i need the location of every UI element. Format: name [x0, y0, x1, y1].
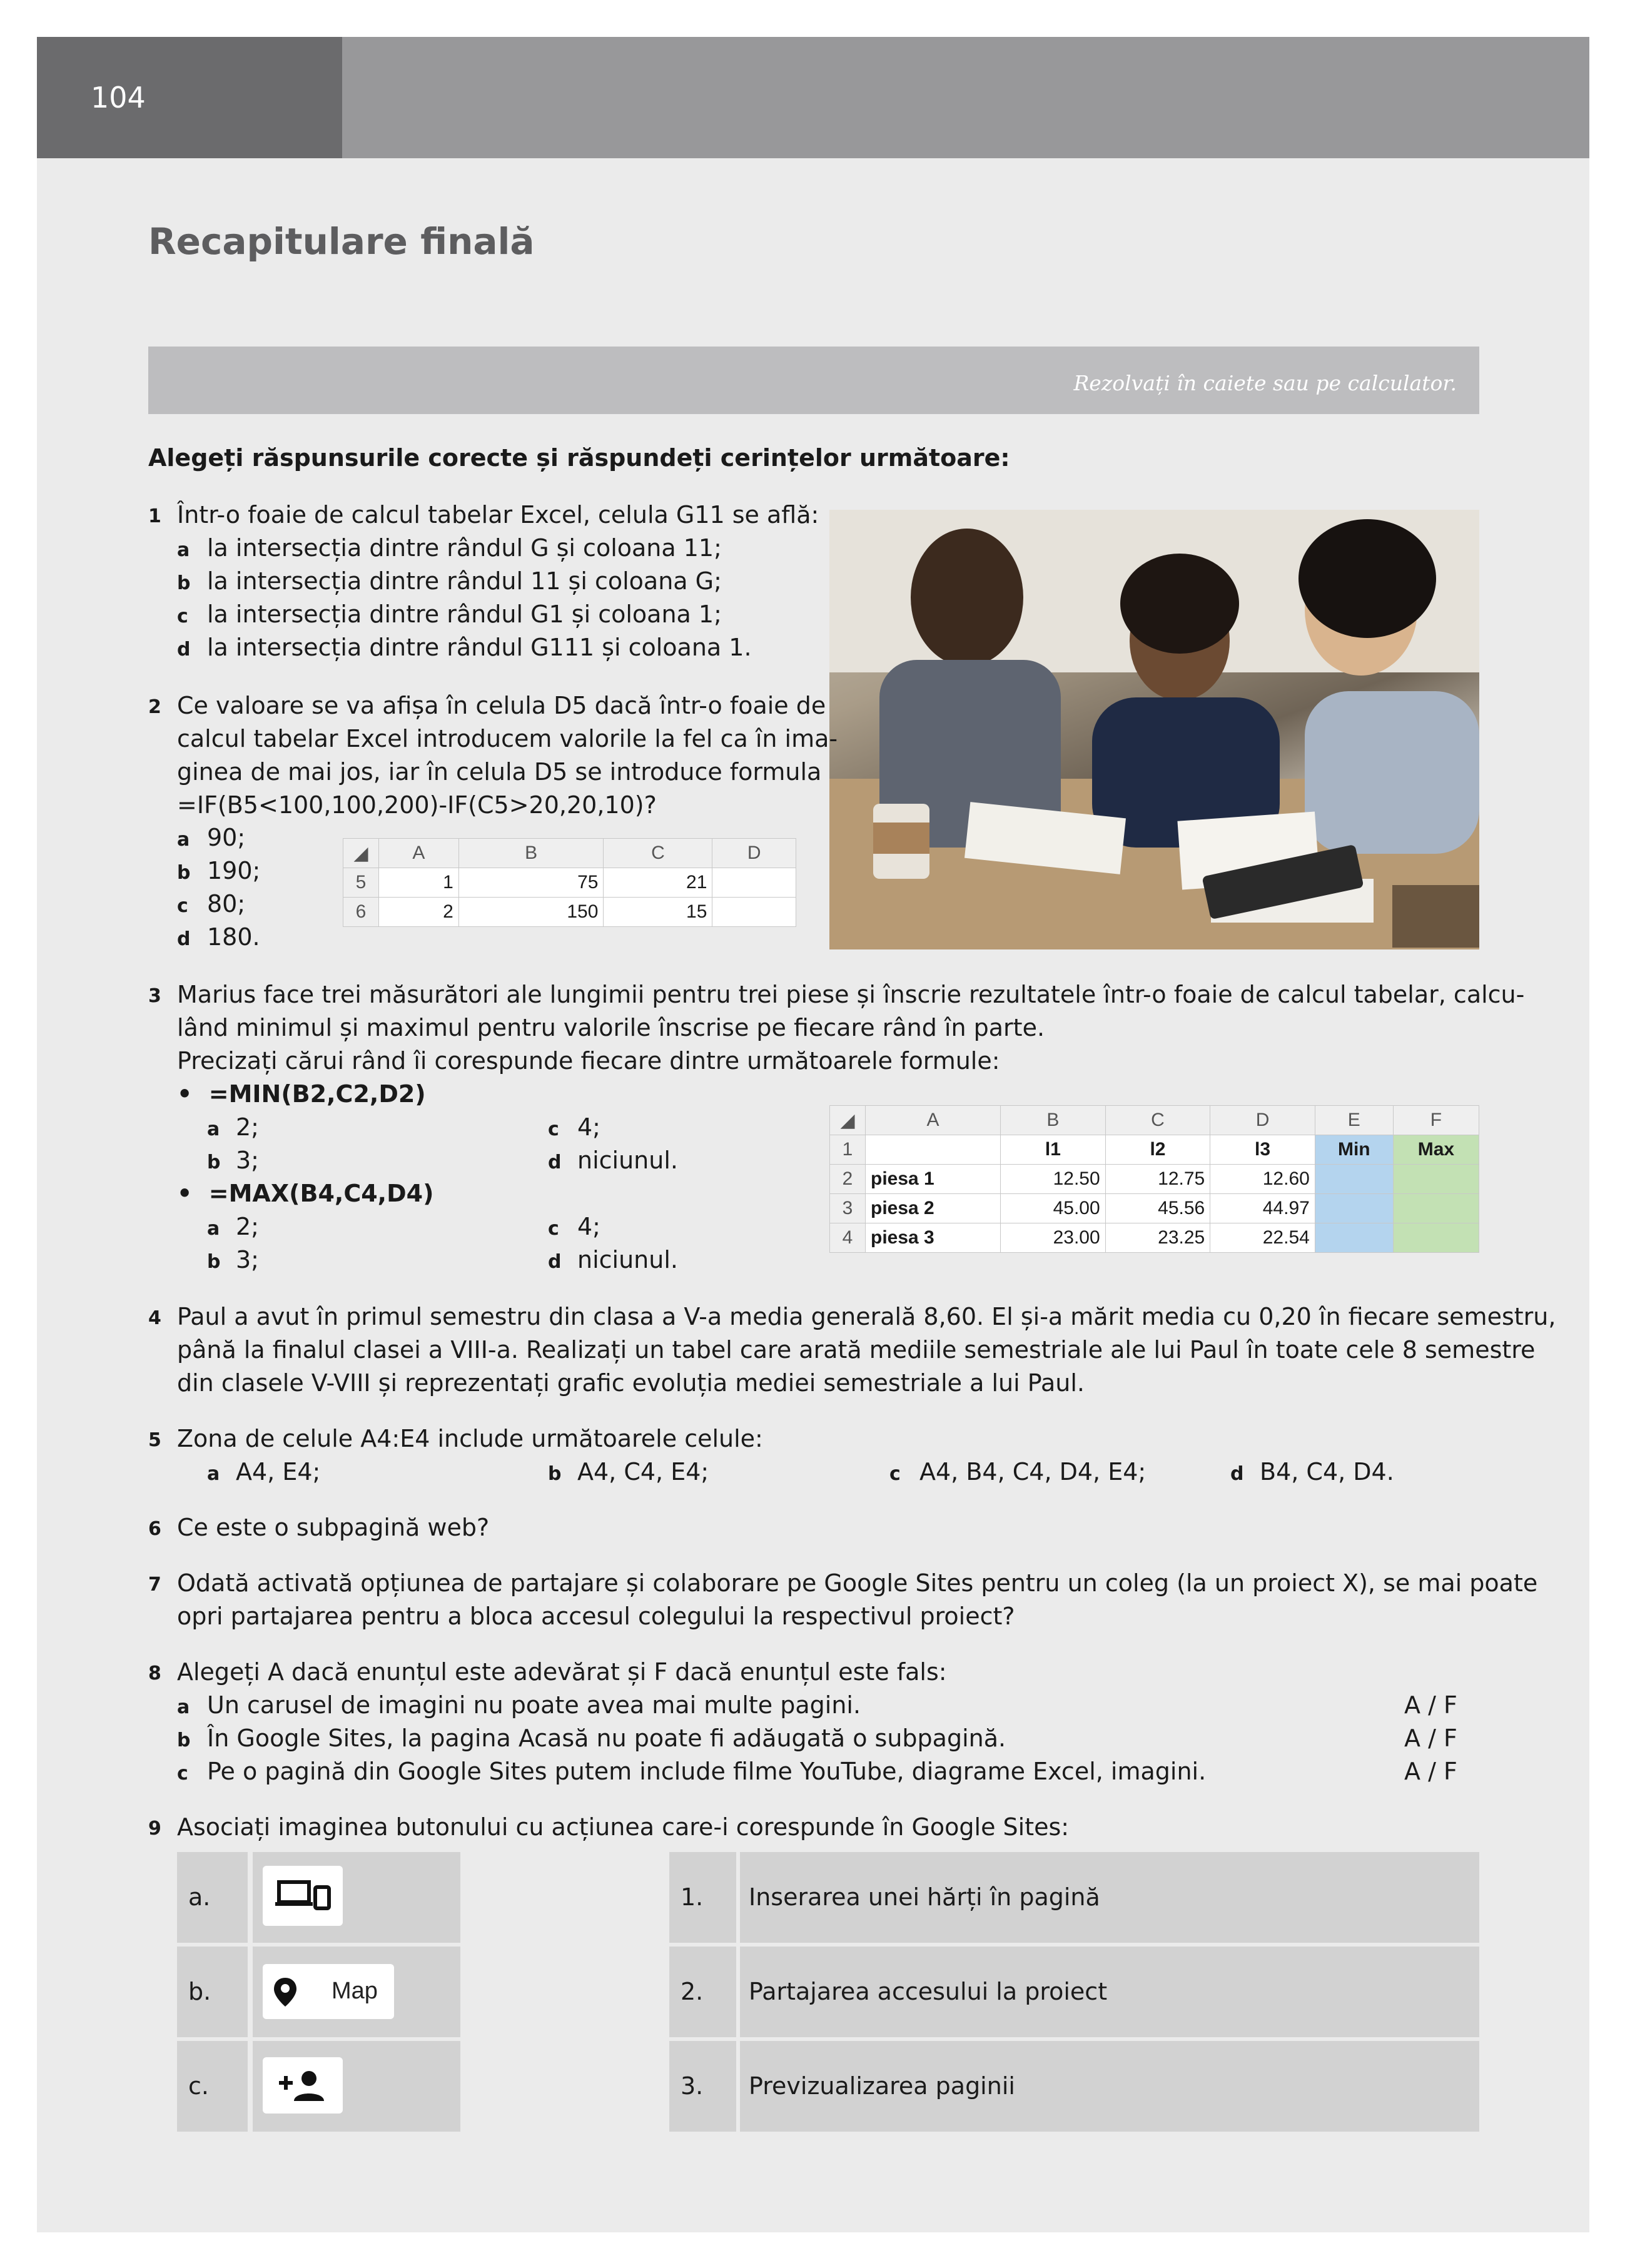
option-text: niciunul.: [577, 1147, 678, 1174]
option-text: la intersecția dintre rândul G111 și coloana 1.: [207, 634, 752, 661]
option-letter: b: [177, 1729, 191, 1751]
instruction-banner: [148, 347, 1479, 414]
column-header: A: [866, 1106, 1001, 1135]
match-label: a.: [188, 1883, 211, 1911]
match-action-cell: [740, 1947, 1479, 2037]
map-button-label: Map: [332, 1978, 378, 2004]
option-letter: d: [548, 1251, 562, 1273]
formula-max-text: =MAX(B4,C4,D4): [208, 1180, 434, 1207]
option-letter: b: [548, 1463, 562, 1485]
question-number: 3: [148, 985, 161, 1007]
min-header-cell: Min: [1315, 1135, 1393, 1165]
match-icon-cell: [253, 2041, 460, 2132]
question-line: opri partajarea pentru a bloca accesul colegului la respectivul proiect?: [177, 1602, 1015, 1630]
question-line: Ce valoare se va afișa în celula D5 dacă într-o foaie de: [177, 692, 826, 719]
option-text: la intersecția dintre rândul 11 și coloana G;: [207, 567, 722, 595]
option-letter: c: [548, 1118, 559, 1140]
cell: 150: [458, 898, 604, 927]
option-letter: a: [177, 539, 190, 561]
option-text: A4, E4;: [236, 1458, 321, 1486]
cell: piesa 2: [866, 1194, 1001, 1223]
option-letter: c: [889, 1463, 901, 1485]
match-icon-cell: [253, 1852, 460, 1943]
intro-text: Alegeți răspunsurile corecte și răspundeți cerințelor următoare:: [148, 444, 1010, 472]
match-icon-cell: [253, 1947, 460, 2037]
column-header: C: [604, 839, 712, 868]
option-text: 90;: [207, 824, 246, 851]
question-number: 1: [148, 505, 161, 527]
match-label-cell: [177, 1852, 248, 1943]
map-pin-icon: [273, 1977, 298, 2008]
max-cell: [1393, 1194, 1479, 1223]
max-header-cell: Max: [1393, 1135, 1479, 1165]
match-label: b.: [188, 1978, 211, 2005]
row-header: 2: [830, 1165, 866, 1194]
true-false-choice[interactable]: A / F: [1404, 1724, 1457, 1752]
formula-min-text: =MIN(B2,C2,D2): [208, 1080, 426, 1108]
preview-button[interactable]: [263, 1866, 343, 1926]
cell: 44.97: [1210, 1194, 1315, 1223]
option-text: A4, B4, C4, D4, E4;: [919, 1458, 1147, 1486]
option-letter: c: [177, 895, 188, 917]
match-action-cell: [740, 1852, 1479, 1943]
cell: 15: [604, 898, 712, 927]
match-number-cell: [669, 1852, 736, 1943]
column-header: D: [1210, 1106, 1315, 1135]
match-action: Inserarea unei hărți în pagină: [749, 1883, 1100, 1911]
question-number: 5: [148, 1429, 161, 1451]
match-action: Partajarea accesului la proiect: [749, 1978, 1108, 2005]
question-text: Asociați imaginea butonului cu acțiunea care-i corespunde în Google Sites:: [177, 1813, 1070, 1841]
column-header: A: [379, 839, 459, 868]
row-header: 1: [830, 1135, 866, 1165]
row-header: 3: [830, 1194, 866, 1223]
column-header: B: [1001, 1106, 1106, 1135]
option-text: 3;: [236, 1246, 259, 1273]
option-text: 2;: [236, 1213, 259, 1240]
question-line: până la finalul clasei a VIII-a. Realizați un tabel care arată mediile semestriale ale lui Paul în toate cele 8 semestre: [177, 1336, 1536, 1364]
statement-text: Pe o pagină din Google Sites putem include filme YouTube, diagrame Excel, imagini.: [207, 1758, 1207, 1785]
question-line: Odată activată opțiunea de partajare și colaborare pe Google Sites pentru un coleg (la un proiect X), se mai poate: [177, 1569, 1538, 1597]
question-number: 9: [148, 1818, 161, 1840]
excel-sheet-q3: [829, 1105, 1479, 1253]
row-header: 6: [343, 898, 379, 927]
question-line: Precizați cărui rând îi corespunde fiecare dintre următoarele formule:: [177, 1047, 1000, 1075]
column-header: B: [458, 839, 604, 868]
option-letter: d: [177, 928, 191, 950]
map-button[interactable]: [263, 1964, 394, 2019]
cell: 45.56: [1105, 1194, 1210, 1223]
option-letter: b: [177, 572, 191, 594]
option-letter: c: [177, 605, 188, 627]
min-cell: [1315, 1194, 1393, 1223]
share-button[interactable]: [263, 2057, 343, 2114]
cell: [866, 1135, 1001, 1165]
column-header: F: [1393, 1106, 1479, 1135]
option-text: la intersecția dintre rândul G și coloana 11;: [207, 534, 722, 562]
sheet-corner: ◢: [343, 839, 379, 868]
person-add-icon: [263, 2057, 343, 2114]
excel-sheet-q2: [343, 838, 796, 927]
statement-text: Un carusel de imagini nu poate avea mai multe pagini.: [207, 1691, 861, 1719]
question-number: 7: [148, 1574, 161, 1596]
question-text: Zona de celule A4:E4 include următoarele celule:: [177, 1425, 763, 1452]
question-text: Alegeți A dacă enunțul este adevărat și F dacă enunțul este fals:: [177, 1658, 947, 1686]
question-text: Ce este o subpagină web?: [177, 1514, 490, 1541]
option-text: 3;: [236, 1147, 259, 1174]
max-cell: [1393, 1223, 1479, 1253]
match-number-cell: [669, 1947, 736, 2037]
option-letter: a: [207, 1463, 220, 1485]
cell: 2: [379, 898, 459, 927]
devices-preview-icon: [263, 1866, 343, 1926]
option-letter: b: [207, 1251, 221, 1273]
cell: 75: [458, 868, 604, 898]
cell: 12.75: [1105, 1165, 1210, 1194]
cell: piesa 1: [866, 1165, 1001, 1194]
question-number: 8: [148, 1663, 161, 1684]
question-line: Paul a avut în primul semestru din clasa a V-a media generală 8,60. El și-a mărit media cu 0,20 în fiecare semestru,: [177, 1303, 1556, 1330]
students-photo: [829, 510, 1479, 949]
option-text: 4;: [577, 1113, 600, 1141]
option-text: B4, C4, D4.: [1260, 1458, 1394, 1486]
cell: 45.00: [1001, 1194, 1106, 1223]
match-action: Previzualizarea paginii: [749, 2072, 1015, 2100]
true-false-choice[interactable]: A / F: [1404, 1691, 1457, 1719]
cell: [712, 898, 796, 927]
question-line: lând minimul și maximul pentru valorile înscrise pe fiecare rând în parte.: [177, 1014, 1045, 1041]
cell: 21: [604, 868, 712, 898]
page-title: Recapitulare finală: [148, 220, 535, 263]
option-letter: d: [177, 639, 191, 661]
question-line: calcul tabelar Excel introducem valorile la fel ca în ima-: [177, 725, 838, 752]
match-number: 2.: [681, 1978, 704, 2005]
option-letter: d: [1230, 1463, 1244, 1485]
match-number: 1.: [681, 1883, 704, 1911]
question-number: 2: [148, 696, 161, 718]
formula-max: • =MAX(B4,C4,D4): [177, 1180, 434, 1207]
option-text: 190;: [207, 857, 261, 884]
match-label-cell: [177, 2041, 248, 2132]
question-number: 4: [148, 1307, 161, 1329]
cell: 22.54: [1210, 1223, 1315, 1253]
cell: 23.00: [1001, 1223, 1106, 1253]
statement-text: În Google Sites, la pagina Acasă nu poate fi adăugată o subpagină.: [207, 1724, 1006, 1752]
question-line: Marius face trei măsurători ale lungimii pentru trei piese și înscrie rezultatele într-o foaie de calcul tabelar, calcu-: [177, 981, 1525, 1008]
cell: 12.50: [1001, 1165, 1106, 1194]
column-header: E: [1315, 1106, 1393, 1135]
cell: l3: [1210, 1135, 1315, 1165]
true-false-choice[interactable]: A / F: [1404, 1758, 1457, 1785]
cell: piesa 3: [866, 1223, 1001, 1253]
cell: 1: [379, 868, 459, 898]
option-text: 180.: [207, 923, 260, 951]
cell: 23.25: [1105, 1223, 1210, 1253]
question-text: Într-o foaie de calcul tabelar Excel, celula G11 se află:: [177, 501, 819, 529]
option-text: 2;: [236, 1113, 259, 1141]
question-line: ginea de mai jos, iar în celula D5 se introduce formula: [177, 758, 822, 786]
match-label-cell: [177, 1947, 248, 2037]
formula-min: • =MIN(B2,C2,D2): [177, 1080, 426, 1108]
column-header: C: [1105, 1106, 1210, 1135]
option-letter: a: [207, 1118, 220, 1140]
option-text: 80;: [207, 890, 246, 918]
row-header: 5: [343, 868, 379, 898]
option-text: niciunul.: [577, 1246, 678, 1273]
option-letter: d: [548, 1152, 562, 1173]
sheet-corner: ◢: [830, 1106, 866, 1135]
match-action-cell: [740, 2041, 1479, 2132]
option-text: A4, C4, E4;: [577, 1458, 709, 1486]
option-letter: b: [207, 1152, 221, 1173]
option-letter: b: [177, 862, 191, 884]
option-letter: c: [548, 1218, 559, 1240]
question-number: 6: [148, 1518, 161, 1540]
banner-text: Rezolvați în caiete sau pe calculator.: [1073, 371, 1457, 395]
cell: [712, 868, 796, 898]
question-formula: =IF(B5<100,100,200)-IF(C5>20,20,10)?: [177, 791, 657, 819]
cell: l2: [1105, 1135, 1210, 1165]
option-letter: a: [177, 1696, 190, 1718]
match-number: 3.: [681, 2072, 704, 2100]
page-number: 104: [37, 37, 342, 158]
question-line: din clasele V-VIII și reprezentați grafic evoluția mediei semestriale a lui Paul.: [177, 1369, 1085, 1397]
option-text: la intersecția dintre rândul G1 și coloana 1;: [207, 600, 722, 628]
option-text: 4;: [577, 1213, 600, 1240]
row-header: 4: [830, 1223, 866, 1253]
max-cell: [1393, 1165, 1479, 1194]
match-number-cell: [669, 2041, 736, 2132]
cell: l1: [1001, 1135, 1106, 1165]
min-cell: [1315, 1165, 1393, 1194]
option-letter: c: [177, 1763, 188, 1785]
column-header: D: [712, 839, 796, 868]
min-cell: [1315, 1223, 1393, 1253]
match-label: c.: [188, 2072, 209, 2100]
option-letter: a: [177, 829, 190, 851]
cell: 12.60: [1210, 1165, 1315, 1194]
option-letter: a: [207, 1218, 220, 1240]
